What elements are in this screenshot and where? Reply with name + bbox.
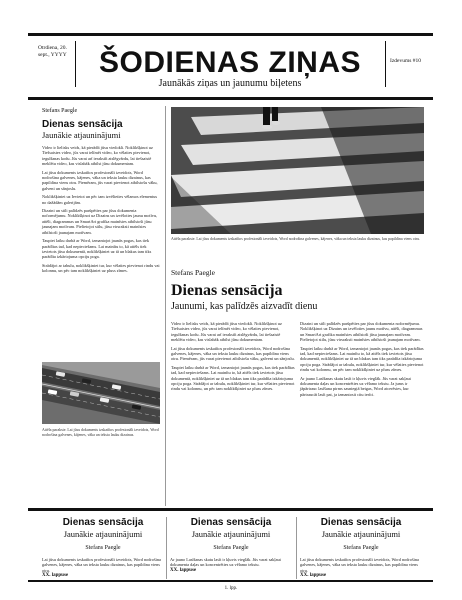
bottom-story-page-ref[interactable]: XX. lappuse [300,573,327,579]
bottom-story-1 [42,517,164,578]
left-article-paragraph: Noklikšķiniet uz Ievietot un pēc tam izvēlieties vēlamos elementus no dažādām galerijām. [42,194,158,205]
top-rule [28,33,433,36]
masthead-title: ŠODIENAS ZIŅAS [98,46,362,79]
crosswalk-photo [171,107,424,234]
masthead-issue: Izdevums #10 [390,58,422,64]
masthead-divider-right [385,41,386,87]
left-article-paragraph: Lai jūsu dokuments izskatītos profesionāli izveidots, Word nodrošina galvenes, kājenes, vāka un teksta lauku dizainus, kas papildina viens otru. Piemēram, jūs varat pievienot atbilstošu vāku, galveni un sānjoslu. [42,169,158,191]
bottom-story-headline: Dienas sensācija [320,517,402,528]
main-article-paragraph: Taupiet laiku darbā ar Word, izmantojot jaunās pogas, kas tiek parādītas tad, kad nepieciešams. Lai mainītu to, kā attēls tiek izvietots jūsu dokumentā, noklikšķiniet uz tā un blakus tam tiks parādīta izkārtojuma opciju poga. Strādājot ar tabulu, noklikšķiniet tur, kur vēlaties pievienot rindu vai kolonnu, un pēc tam noklikšķiniet uz pluss zīmes. [300,345,424,373]
masthead-divider-left [75,41,76,87]
column-divider [165,106,166,506]
masthead-bottom-rule [28,97,433,100]
main-article-author: Stefans Paegle [171,268,215,277]
bottom-story-text: Ar jauno Lasīšanas skatu lasīt ir kļuvis vieglāk. Jūs varat sakļaut dokumenta daļas un koncentrēties uz vēlamo tekstu. [170,557,281,568]
left-article-image-caption: Attēla parakste. Lai jūsu dokuments izskatītos profesionāli izveidots, Word nodrošina galvenes, kājenes, vāka un teksta lauku dizainus. [42,428,159,437]
main-article-paragraph: Lai jūsu dokuments izskatītos profesionāli izveidots, Word nodrošina galvenes, kājenes, vāka un teksta lauku dizainus, kas papildina viens otru. Piemēram, jūs varat pievienot atbilstošu vāku, galveni un sānjoslu. [171,345,295,362]
bottom-story-author: Stefans Paegle [85,545,121,551]
bottom-story-author: Stefans Paegle [343,545,379,551]
bottom-story-2 [170,517,292,573]
bottom-divider [296,517,297,579]
bottom-divider [166,517,167,579]
left-article-body [42,145,160,277]
main-article-photo [171,107,424,234]
highway-photo [42,362,160,424]
bottom-story-text: Lai jūsu dokuments izskatītos profesionāli izveidots, Word nodrošina galvenes, kājenes, vāka un teksta lauku dizainus, kas papildina viens otru. [300,557,419,573]
main-article-paragraph: Ar jauno Lasīšanas skatu lasīt ir kļuvis vieglāk. Jūs varat sakļaut dokumenta daļas un koncentrēties uz vēlamo tekstu. Ja jums ir jāpārtrauc lasīšana pirms sasniegtā beigas, Word atcerēsies, kur pārtraucāt lasīt pat, ja izmantosit citu ierīci. [300,375,411,397]
left-article-paragraph: Video ir lielisks veids, kā pierādīt jūsu viedokli. Noklikšķinot uz Tiešsaistes video, jūs varat ielīmēt video, ko vēlaties pievienot, iegulšanas kodu. Jūs varat arī ierakstīt atslēgvārdu, lai tiešsaistē meklētu video, kas vislabāk atbilst jūsu dokumentam. [42,145,153,167]
bottom-story-author: Stefans Paegle [213,545,249,551]
footer-rule [28,580,433,582]
left-article-paragraph: Dizaini un stili palīdzēs parūpēties par jūsu dokumenta noformējumu. Noklikšķinot uz Dizains un izvēloties jaunu motīvu, attēli, diagrammas un SmartArt grafika mainīsies atbilstoši jūsu jaunajam motīvam. Pielietojot stilu, jūsu virsraksti mainīsies atbilstoši jaunajam motīvam. [42,208,158,235]
bottom-story-headline: Dienas sensācija [62,517,144,528]
main-article-paragraph: Taupiet laiku darbā ar Word, izmantojot jaunās pogas, kas tiek parādītas tad, kad nepieciešams. Lai mainītu to, kā attēls tiek izvietots jūsu dokumentā, noklikšķiniet uz tā un blakus tam tiks parādīta izkārtojuma opciju poga. Strādājot ar tabulu, noklikšķiniet tur, kur vēlaties pievienot rindu vai kolonnu, un pēc tam noklikšķiniet uz pluss zīmes. [171,364,295,392]
bottom-story-text: Lai jūsu dokuments izskatītos profesionāli izveidots, Word nodrošina galvenes, kājenes, vāka un teksta lauku dizainus, kas papildina viens otru. [42,557,161,573]
left-article-headline: Dienas sensācija [42,119,123,130]
main-article-paragraph: Dizaini un stili palīdzēs parūpēties par jūsu dokumenta noformējumu. Noklikšķinot uz Dizains un izvēloties jaunu motīvu, attēli, diagrammas un SmartArt grafika mainīsies atbilstoši jūsu jaunajam motīvam. Pielietojot stilu, jūsu virsraksti mainīsies atbilstoši jaunajam motīvam. [300,321,423,343]
main-article-paragraph: Video ir lielisks veids, kā pierādīt jūsu viedokli. Noklikšķinot uz Tiešsaistes video, jūs varat ielīmēt video, ko vēlaties pievienot, iegulšanas kodu. Jūs varat arī ierakstīt atslēgvārdu, lai tiešsaistē meklētu video, kas vislabāk atbilst jūsu dokumentam. [171,321,282,343]
left-article-paragraph: Taupiet laiku darbā ar Word, izmantojot jaunās pogas, kas tiek parādītas tad, kad nepieciešams. Lai mainītu to, kā attēls tiek izvietots jūsu dokumentā, noklikšķiniet uz tā un blakus tam tiks parādīta izkārtojuma opciju poga. [42,238,152,260]
main-article-image-caption: Attēla parakste. Lai jūsu dokuments izskatītos profesionāli izveidots, Word nodrošina galvenes, kājenes, vāka un teksta lauku dizainus, kas papildina viens otru. [171,237,420,241]
bottom-story-3 [300,517,422,578]
main-article-column-1 [171,321,295,395]
main-article-subheadline: Jaunumi, kas palīdzēs aizvadīt dienu [171,301,318,312]
left-article-author: Stefans Paegle [42,108,78,114]
bottom-story-subheadline: Jaunākie atjauninājumi [321,529,401,539]
left-article-photo [42,362,160,424]
bottom-story-page-ref[interactable]: XX. lappuse [42,573,69,579]
left-article-paragraph: Strādājot ar tabulu, noklikšķiniet tur, kur vēlaties pievienot rindu vai kolonnu, un pēc tam noklikšķiniet uz pluss zīmes. [42,262,160,274]
bottom-section-rule [28,508,433,511]
bottom-story-subheadline: Jaunākie atjauninājumi [63,529,143,539]
bottom-story-subheadline: Jaunākie atjauninājumi [191,529,271,539]
main-article-headline: Dienas sensācija [171,282,283,299]
masthead-subtitle: Jaunākās ziņas un jaunumu biļetens [158,78,302,89]
left-article-subheadline: Jaunākie atjauninājumi [42,130,121,140]
bottom-story-headline: Dienas sensācija [190,517,272,528]
main-article-column-2 [300,321,424,400]
bottom-story-page-ref[interactable]: XX. lappuse [170,567,197,573]
page-number: 1. lpp. [224,586,238,591]
masthead-date: Otrdiena, 20. sept., YYYY [38,45,67,58]
